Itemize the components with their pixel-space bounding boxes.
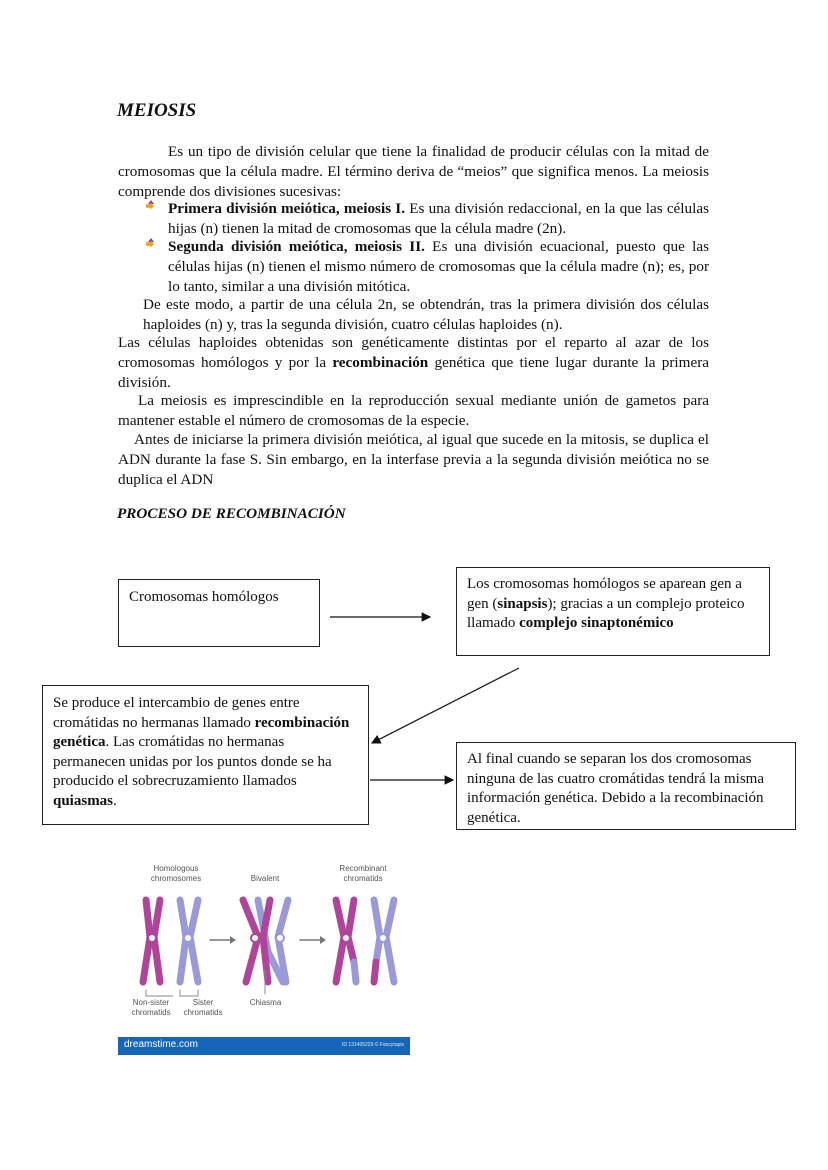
arrow-diagonal <box>372 668 519 743</box>
bold-term: recombinación <box>332 353 429 371</box>
watermark-logo: dreamstime.com <box>124 1039 198 1050</box>
box-text: Se produce el intercambio de genes entre cromátidas no hermanas llamado <box>53 695 300 731</box>
text-span: Las células haploides obtenidas son genéticamente distintas por el reparto al azar de los cromosomas homólogos y por la <box>118 334 709 371</box>
bold-term: recombinación genética <box>53 714 350 750</box>
bullet-text: Es una división ecuacional, puesto que las células hijas (n) tienen el mismo número de cromosomas que la célula madre (n); es, por lo tanto, similar a una división mitótica. <box>168 238 709 295</box>
watermark-id: ID 131405229 © Fancytapis <box>341 1042 404 1048</box>
label-homologous: Homologous chromosomes <box>150 864 202 883</box>
bullet-bold: Segunda división meiótica, meiosis II. <box>168 238 425 255</box>
box-text: Al final cuando se separan los dos cromosomas ninguna de las cuatro cromátidas tendrá la misma información genética. Debido a la recombinación genética. <box>467 751 764 826</box>
box-text: Los cromosomas homólogos se aparean gen a gen ( <box>467 576 742 612</box>
text-span: genética que tiene lugar durante la primera división. <box>118 353 709 391</box>
bullet-text: Es una división redaccional, en la que las células hijas (n) tienen la mitad de cromosomas que la célula madre (2n). <box>168 200 709 237</box>
label-chiasma: Chiasma <box>249 998 282 1007</box>
box-text: Cromosomas homólogos <box>129 589 279 605</box>
section-subtitle: PROCESO DE RECOMBINACIÓN <box>117 505 346 522</box>
after-bullets-paragraph: De este modo, a partir de una célula 2n, se obtendrán, tras la primera división dos células haploides (n) y, tras la segunda división, cuatro células haploides (n). <box>143 296 709 333</box>
box-text: ); gracias a un complejo proteico llamado <box>467 595 745 631</box>
bold-term: quiasmas <box>53 792 114 809</box>
label-bivalent: Bivalent <box>250 874 280 883</box>
chromosome-figure <box>118 852 410 1055</box>
box-text: . Las cromátidas no hermanas permanecen unidas por los puntos donde se ha producido el sobrecruzamiento llamados <box>53 734 332 789</box>
bold-term: sinapsis <box>497 595 548 612</box>
adn-paragraph: Antes de iniciarse la primera división meiótica, al igual que sucede en la mitosis, se duplica el ADN durante la fase S. Sin embargo, en la interfase previa a la segunda división meiótica no se duplica el ADN <box>118 431 709 488</box>
bold-term: complejo sinaptonémico <box>519 615 674 631</box>
page-title: MEIOSIS <box>117 100 197 121</box>
label-recombinant: Recombinant chromatids <box>339 864 387 883</box>
sexual-reproduction-paragraph: La meiosis es imprescindible en la reproducción sexual mediante unión de gametos para mantener estable el número de cromosomas de la especie. <box>118 392 709 429</box>
watermark-banner <box>118 1037 410 1055</box>
bullet-bold: Primera división meiótica, meiosis I. <box>168 200 406 217</box>
intro-paragraph: Es un tipo de división celular que tiene la finalidad de producir células con la mitad de cromosomas que la célula madre. El término deriva de “meios” que significa menos. La meiosis comprende dos divisiones sucesivas: <box>118 143 709 200</box>
box-text: . <box>113 792 117 809</box>
label-sister: Sister chromatids <box>183 998 223 1017</box>
label-nonsister: Non-sister chromatids <box>131 998 171 1017</box>
